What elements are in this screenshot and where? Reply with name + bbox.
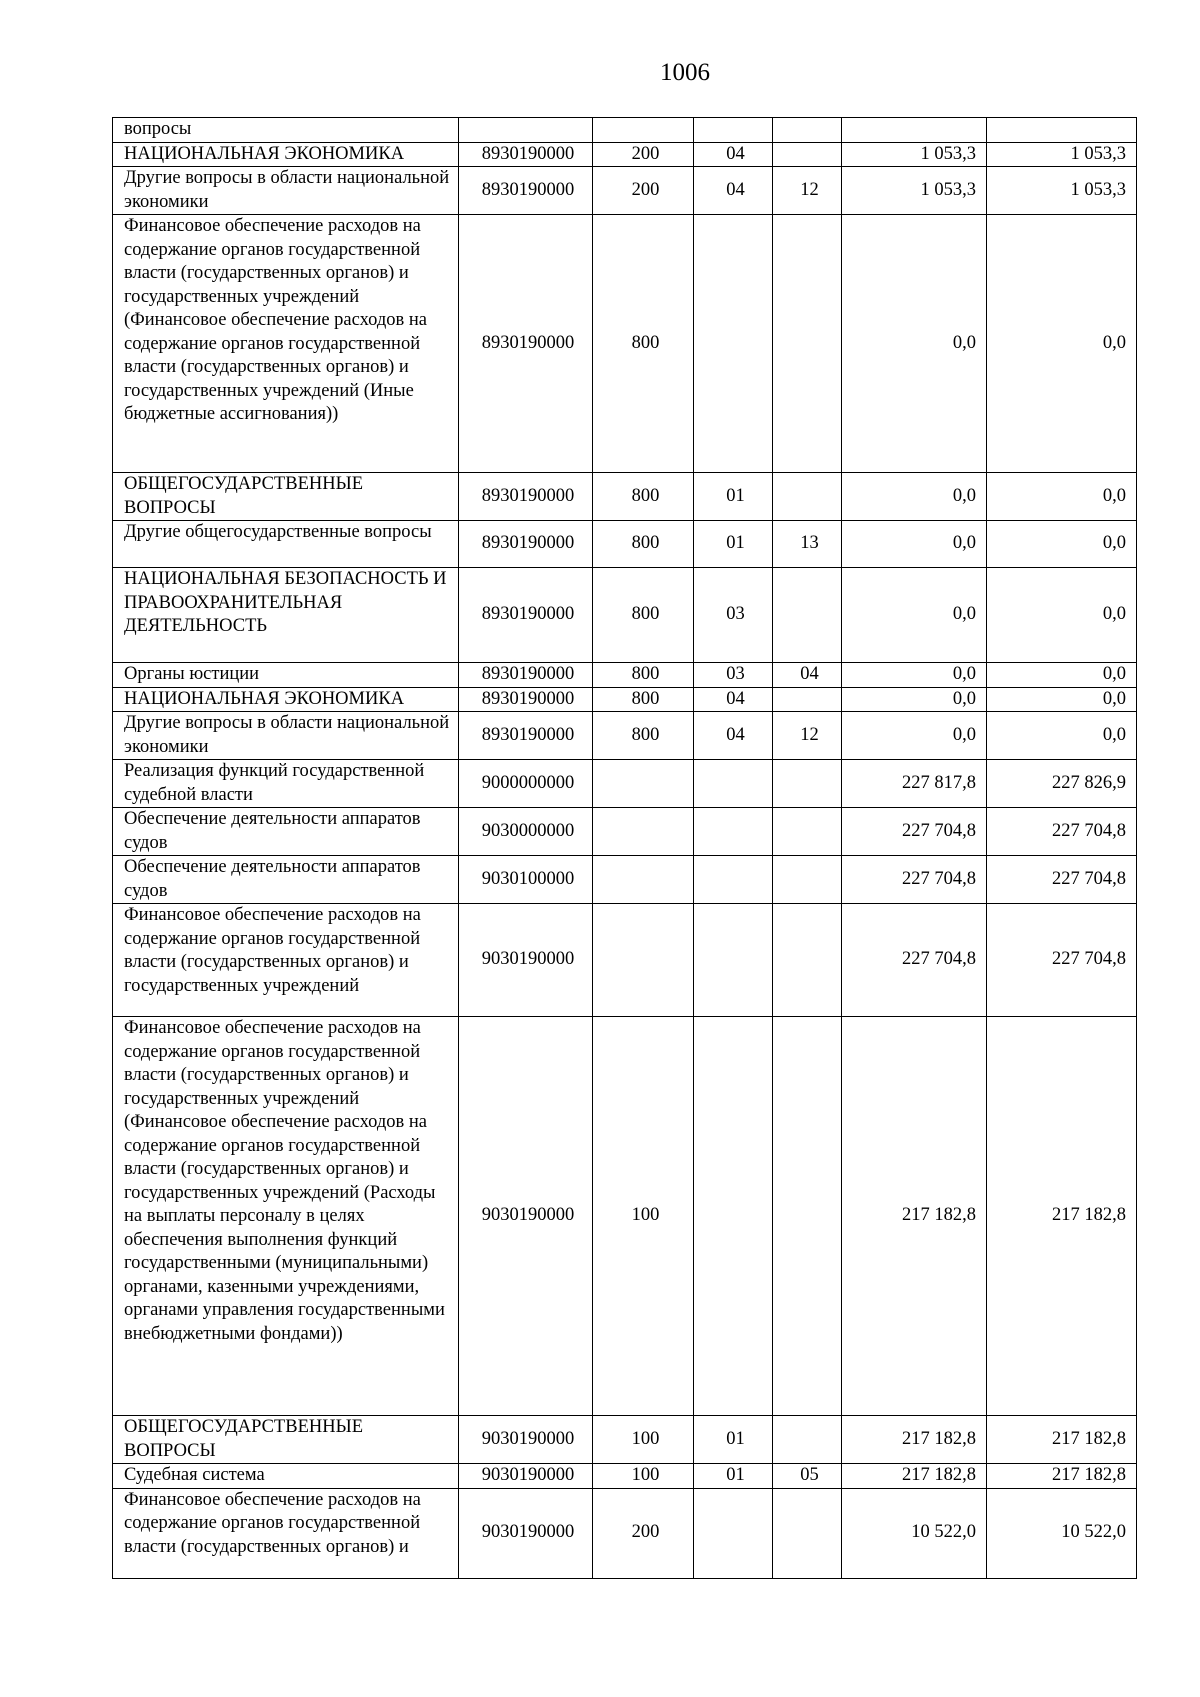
- row-name-cell: Другие вопросы в области национальной экономики: [113, 712, 459, 760]
- row-name-cell: ОБЩЕГОСУДАРСТВЕННЫЕ ВОПРОСЫ: [113, 473, 459, 521]
- row-amount-1-cell: 1 053,3: [842, 142, 987, 167]
- row-section-cell: [694, 1017, 773, 1416]
- row-amount-2-cell: 217 182,8: [987, 1464, 1137, 1489]
- row-amount-2-cell: 227 704,8: [987, 808, 1137, 856]
- row-amount-1-cell: 0,0: [842, 568, 987, 663]
- row-expense-type-cell: 200: [593, 167, 694, 215]
- table-row: [113, 142, 1137, 167]
- row-amount-1-cell: 227 817,8: [842, 760, 987, 808]
- row-section-cell: [694, 904, 773, 1017]
- row-amount-1-cell: 0,0: [842, 473, 987, 521]
- row-section-cell: 04: [694, 687, 773, 712]
- row-subsection-cell: [773, 142, 842, 167]
- row-subsection-cell: [773, 687, 842, 712]
- row-amount-1-cell: 0,0: [842, 663, 987, 688]
- page-number: 1006: [660, 59, 710, 86]
- row-subsection-cell: [773, 568, 842, 663]
- row-expense-type-cell: [593, 760, 694, 808]
- row-amount-1-cell: 217 182,8: [842, 1464, 987, 1489]
- row-amount-1-cell: 0,0: [842, 521, 987, 568]
- row-amount-2-cell: 217 182,8: [987, 1416, 1137, 1464]
- row-name-cell: Реализация функций государственной судебной власти: [113, 760, 459, 808]
- table-row: [113, 521, 1137, 568]
- row-expense-type-cell: [593, 118, 694, 143]
- row-section-cell: 01: [694, 1416, 773, 1464]
- row-subsection-cell: 12: [773, 712, 842, 760]
- row-subsection-cell: [773, 473, 842, 521]
- row-amount-1-cell: 227 704,8: [842, 808, 987, 856]
- row-section-cell: [694, 215, 773, 473]
- row-target-code-cell: 8930190000: [459, 687, 593, 712]
- table-row: [113, 687, 1137, 712]
- row-name-cell: НАЦИОНАЛЬНАЯ БЕЗОПАСНОСТЬ И ПРАВООХРАНИТЕЛЬНАЯ ДЕЯТЕЛЬНОСТЬ: [113, 568, 459, 663]
- row-section-cell: [694, 118, 773, 143]
- row-amount-2-cell: 0,0: [987, 687, 1137, 712]
- row-section-cell: 01: [694, 473, 773, 521]
- row-expense-type-cell: 800: [593, 663, 694, 688]
- row-name-cell: Обеспечение деятельности аппаратов судов: [113, 856, 459, 904]
- row-subsection-cell: [773, 808, 842, 856]
- row-expense-type-cell: 800: [593, 687, 694, 712]
- row-amount-2-cell: 1 053,3: [987, 167, 1137, 215]
- row-target-code-cell: 8930190000: [459, 167, 593, 215]
- table-row: [113, 712, 1137, 760]
- row-name-cell: Обеспечение деятельности аппаратов судов: [113, 808, 459, 856]
- row-expense-type-cell: 200: [593, 142, 694, 167]
- table-row: [113, 568, 1137, 663]
- table-row: [113, 904, 1137, 1017]
- row-amount-2-cell: 227 704,8: [987, 904, 1137, 1017]
- row-amount-1-cell: 10 522,0: [842, 1488, 987, 1578]
- row-amount-2-cell: 0,0: [987, 568, 1137, 663]
- table-row: [113, 808, 1137, 856]
- row-amount-2-cell: [987, 118, 1137, 143]
- row-target-code-cell: 9030190000: [459, 1416, 593, 1464]
- row-subsection-cell: 04: [773, 663, 842, 688]
- table-row: [113, 1017, 1137, 1416]
- row-amount-2-cell: 0,0: [987, 473, 1137, 521]
- row-target-code-cell: 8930190000: [459, 473, 593, 521]
- row-name-cell: Судебная система: [113, 1464, 459, 1489]
- row-section-cell: 04: [694, 712, 773, 760]
- row-section-cell: [694, 856, 773, 904]
- table-row: [113, 215, 1137, 473]
- table-row: [113, 167, 1137, 215]
- row-subsection-cell: [773, 1416, 842, 1464]
- row-amount-1-cell: 227 704,8: [842, 856, 987, 904]
- row-amount-2-cell: 0,0: [987, 663, 1137, 688]
- row-target-code-cell: 9030100000: [459, 856, 593, 904]
- row-target-code-cell: 9030190000: [459, 904, 593, 1017]
- row-section-cell: 01: [694, 521, 773, 568]
- table-row: [113, 760, 1137, 808]
- row-name-cell: Финансовое обеспечение расходов на содержание органов государственной власти (государственных органов) и государственных учреждений: [113, 904, 459, 1017]
- row-subsection-cell: [773, 215, 842, 473]
- row-expense-type-cell: 800: [593, 712, 694, 760]
- row-amount-2-cell: 1 053,3: [987, 142, 1137, 167]
- row-expense-type-cell: 800: [593, 215, 694, 473]
- row-target-code-cell: 8930190000: [459, 568, 593, 663]
- row-expense-type-cell: 200: [593, 1488, 694, 1578]
- row-section-cell: 01: [694, 1464, 773, 1489]
- row-target-code-cell: 8930190000: [459, 712, 593, 760]
- row-target-code-cell: [459, 118, 593, 143]
- row-name-cell: Финансовое обеспечение расходов на содержание органов государственной власти (государственных органов) и государственных учреждений (Финансовое обеспечение расходов на содержание органов государственной власти (государственных органов) и государственных учреждений (Расходы на выплаты персоналу в целях обеспечения выполнения функций государственными (муниципальными) органами, казенными учреждениями, органами управления государственными внебюджетными фондами)): [113, 1017, 459, 1416]
- row-expense-type-cell: 100: [593, 1017, 694, 1416]
- row-target-code-cell: 8930190000: [459, 521, 593, 568]
- row-expense-type-cell: [593, 808, 694, 856]
- row-subsection-cell: [773, 118, 842, 143]
- row-target-code-cell: 9000000000: [459, 760, 593, 808]
- row-expense-type-cell: 800: [593, 473, 694, 521]
- row-amount-2-cell: 10 522,0: [987, 1488, 1137, 1578]
- row-expense-type-cell: 100: [593, 1416, 694, 1464]
- row-target-code-cell: 8930190000: [459, 215, 593, 473]
- row-section-cell: [694, 1488, 773, 1578]
- row-section-cell: 04: [694, 142, 773, 167]
- row-target-code-cell: 9030190000: [459, 1464, 593, 1489]
- row-section-cell: 03: [694, 568, 773, 663]
- row-subsection-cell: 13: [773, 521, 842, 568]
- row-amount-2-cell: 227 704,8: [987, 856, 1137, 904]
- row-target-code-cell: 9030190000: [459, 1488, 593, 1578]
- row-name-cell: Другие вопросы в области национальной экономики: [113, 167, 459, 215]
- row-section-cell: [694, 808, 773, 856]
- row-subsection-cell: 05: [773, 1464, 842, 1489]
- row-name-cell: Органы юстиции: [113, 663, 459, 688]
- table-body: [113, 118, 1137, 1579]
- row-name-cell: НАЦИОНАЛЬНАЯ ЭКОНОМИКА: [113, 687, 459, 712]
- row-subsection-cell: [773, 856, 842, 904]
- table-row: [113, 663, 1137, 688]
- row-amount-1-cell: 217 182,8: [842, 1017, 987, 1416]
- row-subsection-cell: 12: [773, 167, 842, 215]
- row-subsection-cell: [773, 1017, 842, 1416]
- row-amount-2-cell: 227 826,9: [987, 760, 1137, 808]
- row-amount-2-cell: 217 182,8: [987, 1017, 1137, 1416]
- row-amount-2-cell: 0,0: [987, 215, 1137, 473]
- budget-table: [112, 117, 1137, 1579]
- row-target-code-cell: 9030000000: [459, 808, 593, 856]
- row-amount-1-cell: 0,0: [842, 712, 987, 760]
- row-expense-type-cell: 800: [593, 568, 694, 663]
- table-row: [113, 856, 1137, 904]
- row-amount-1-cell: 0,0: [842, 687, 987, 712]
- row-amount-1-cell: [842, 118, 987, 143]
- table-row: [113, 1488, 1137, 1578]
- row-name-cell: НАЦИОНАЛЬНАЯ ЭКОНОМИКА: [113, 142, 459, 167]
- row-target-code-cell: 9030190000: [459, 1017, 593, 1416]
- row-amount-1-cell: 0,0: [842, 215, 987, 473]
- row-name-cell: ОБЩЕГОСУДАРСТВЕННЫЕ ВОПРОСЫ: [113, 1416, 459, 1464]
- row-section-cell: 04: [694, 167, 773, 215]
- row-expense-type-cell: [593, 856, 694, 904]
- row-subsection-cell: [773, 904, 842, 1017]
- row-expense-type-cell: 800: [593, 521, 694, 568]
- row-name-cell: Другие общегосударственные вопросы: [113, 521, 459, 568]
- row-amount-2-cell: 0,0: [987, 712, 1137, 760]
- row-expense-type-cell: [593, 904, 694, 1017]
- row-name-cell: Финансовое обеспечение расходов на содержание органов государственной власти (государственных органов) и государственных учреждений (Финансовое обеспечение расходов на содержание органов государственной власти (государственных органов) и государственных учреждений (Иные бюджетные ассигнования)): [113, 215, 459, 473]
- row-name-cell: вопросы: [113, 118, 459, 143]
- row-amount-1-cell: 1 053,3: [842, 167, 987, 215]
- row-name-cell: Финансовое обеспечение расходов на содержание органов государственной власти (государственных органов) и: [113, 1488, 459, 1578]
- row-subsection-cell: [773, 760, 842, 808]
- row-amount-2-cell: 0,0: [987, 521, 1137, 568]
- row-section-cell: [694, 760, 773, 808]
- row-target-code-cell: 8930190000: [459, 142, 593, 167]
- row-amount-1-cell: 217 182,8: [842, 1416, 987, 1464]
- table-row: [113, 1416, 1137, 1464]
- row-subsection-cell: [773, 1488, 842, 1578]
- row-amount-1-cell: 227 704,8: [842, 904, 987, 1017]
- row-target-code-cell: 8930190000: [459, 663, 593, 688]
- row-section-cell: 03: [694, 663, 773, 688]
- table-row: [113, 473, 1137, 521]
- table-row: [113, 1464, 1137, 1489]
- row-expense-type-cell: 100: [593, 1464, 694, 1489]
- table-row: [113, 118, 1137, 143]
